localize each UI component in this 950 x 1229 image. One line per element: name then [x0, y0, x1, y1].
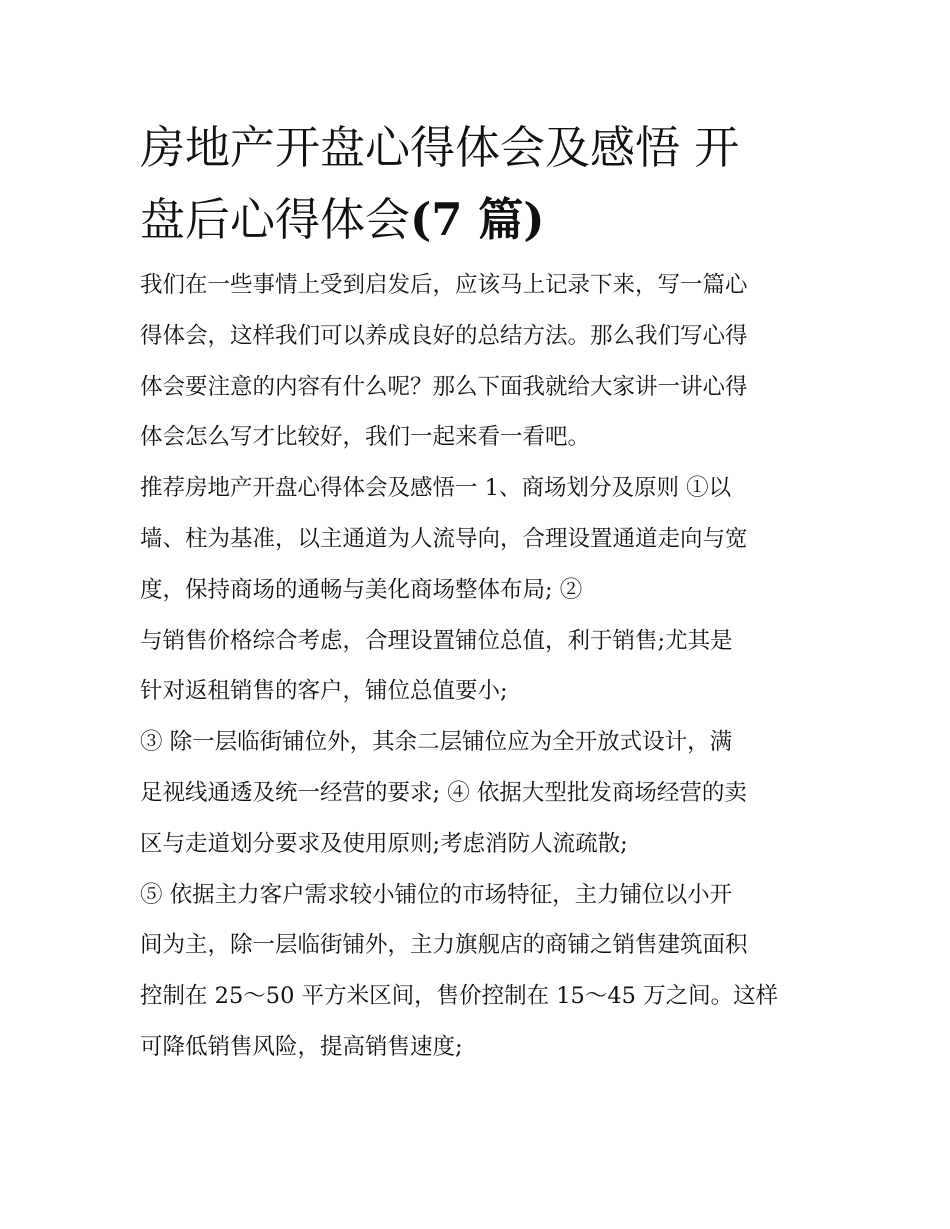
paragraph-line: ③ 除一层临街铺位外，其余二层铺位应为全开放式设计，满 [140, 729, 733, 756]
paragraph-line: 推荐房地产开盘心得体会及感悟一 1、商场划分及原则 ①以 [140, 475, 732, 502]
paragraph-line: 针对返租销售的客户，铺位总值要小; [140, 678, 508, 705]
paragraph-line: 间为主，除一层临街铺外，主力旗舰店的商铺之销售建筑面积 [140, 932, 748, 959]
paragraph-line: 得体会，这样我们可以养成良好的总结方法。那么我们写心得 [140, 322, 748, 349]
paragraph-line: ⑤ 依据主力客户需求较小铺位的市场特征，主力铺位以小开 [140, 881, 733, 908]
paragraph-line: 区与走道划分要求及使用原则;考虑消防人流疏散; [140, 830, 628, 857]
intro-paragraph [140, 260, 816, 463]
title-line-2-count: (7 篇) [410, 193, 545, 246]
paragraph-line: 墙、柱为基准，以主通道为人流导向，合理设置通道走向与宽 [140, 525, 748, 552]
shop-size-paragraph [140, 870, 816, 1073]
layout-paragraph [140, 717, 816, 869]
paragraph-line: 与销售价格综合考虑，合理设置铺位总值，利于销售;尤其是 [140, 627, 733, 654]
paragraph-line: 度，保持商场的通畅与美化商场整体布局; ② [140, 576, 583, 603]
title-line-1: 房地产开盘心得体会及感悟 开 [140, 121, 740, 174]
title-line-2 [140, 184, 816, 256]
paragraph-line: 控制在 25～50 平方米区间，售价控制在 15～45 万之间。这样 [140, 983, 779, 1010]
section-one-paragraph [140, 463, 816, 615]
document-title [140, 112, 816, 256]
paragraph-line: 体会怎么写才比较好，我们一起来看一看吧。 [140, 424, 591, 451]
title-line-2-text: 盘后心得体会 [140, 193, 411, 246]
paragraph-line: 足视线通透及统一经营的要求; ④ 依据大型批发商场经营的卖 [140, 779, 747, 806]
paragraph-line: 可降低销售风险，提高销售速度; [140, 1033, 463, 1060]
paragraph-line: 我们在一些事情上受到启发后，应该马上记录下来，写一篇心 [140, 272, 748, 298]
document-page [140, 112, 816, 1073]
pricing-paragraph [140, 616, 816, 718]
paragraph-line: 体会要注意的内容有什么呢？那么下面我就给大家讲一讲心得 [140, 373, 748, 400]
